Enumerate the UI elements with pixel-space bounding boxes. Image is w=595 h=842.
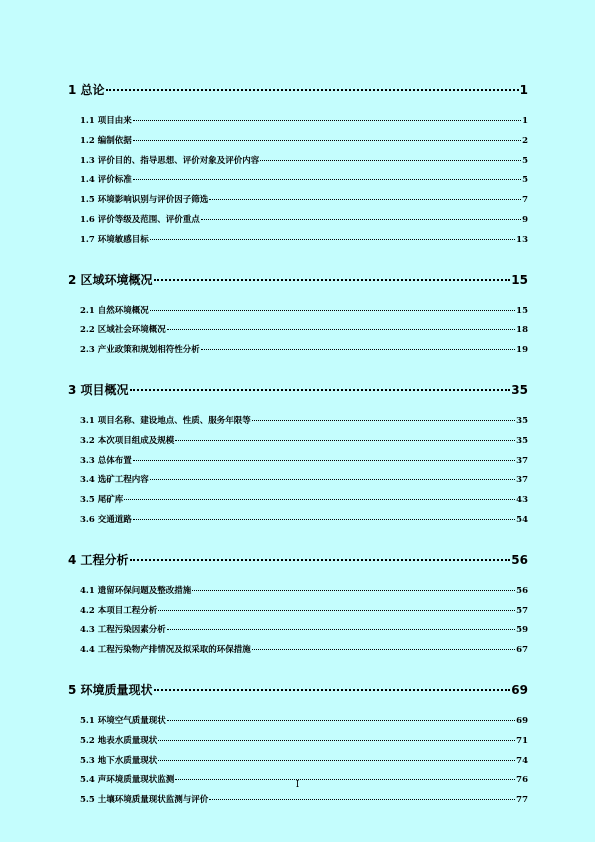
toc-section-entry[interactable] <box>68 323 528 343</box>
dot-leader <box>150 310 515 311</box>
toc-entry-title: 1.5 环境影响识别与评价因子筛选 <box>80 195 209 206</box>
toc-entry-title: 2 区域环境概况 <box>68 272 153 287</box>
toc-chapter-entry[interactable] <box>68 551 528 571</box>
toc-entry-page-number: 13 <box>516 234 528 245</box>
toc-entry-page-number: 35 <box>516 415 528 426</box>
toc-entry-page-number: 15 <box>516 305 528 316</box>
toc-entry-title: 4.1 遗留环保问题及整改措施 <box>80 585 192 596</box>
dot-leader <box>252 420 515 421</box>
heading-gap <box>68 701 528 714</box>
toc-entry-page-number: 56 <box>516 585 528 596</box>
dot-leader <box>133 120 521 121</box>
toc-section-entry[interactable] <box>68 193 528 213</box>
toc-section-entry[interactable] <box>68 493 528 513</box>
toc-section-entry[interactable] <box>68 584 528 604</box>
toc-chapter-entry[interactable] <box>68 381 528 401</box>
dot-leader <box>158 740 515 741</box>
toc-section-entry[interactable] <box>68 173 528 193</box>
dot-leader <box>154 689 511 691</box>
dot-leader <box>154 279 511 281</box>
table-of-contents <box>68 78 528 813</box>
dot-leader <box>260 160 521 161</box>
toc-entry-title: 2.2 区域社会环境概况 <box>80 325 166 336</box>
toc-entry-page-number: 37 <box>516 475 528 486</box>
dot-leader <box>133 179 521 180</box>
heading-gap <box>68 571 528 584</box>
toc-entry-page-number: 5 <box>522 155 528 166</box>
toc-entry-title: 3 项目概况 <box>68 382 129 397</box>
dot-leader <box>158 760 515 761</box>
dot-leader <box>130 389 511 391</box>
toc-chapter-entry[interactable] <box>68 681 528 701</box>
toc-entry-title: 1.7 环境敏感目标 <box>80 234 149 245</box>
dot-leader <box>167 629 515 630</box>
toc-section-entry[interactable] <box>68 513 528 533</box>
toc-section-entry[interactable] <box>68 134 528 154</box>
toc-entry-title: 4.2 本项目工程分析 <box>80 605 158 616</box>
toc-entry-title: 4.3 工程污染因素分析 <box>80 625 166 636</box>
dot-leader <box>252 649 515 650</box>
dot-leader <box>201 219 521 220</box>
toc-entry-page-number: 1 <box>519 83 528 97</box>
dot-leader <box>133 140 521 141</box>
toc-section-entry[interactable] <box>68 623 528 643</box>
dot-leader <box>150 239 515 240</box>
toc-entry-page-number: 35 <box>511 382 528 397</box>
toc-section-entry[interactable] <box>68 714 528 734</box>
toc-entry-page-number: 67 <box>516 645 528 656</box>
section-gap <box>68 253 528 268</box>
toc-entry-page-number: 77 <box>516 795 528 806</box>
toc-section-entry[interactable] <box>68 213 528 233</box>
dot-leader <box>167 329 515 330</box>
toc-section-entry[interactable] <box>68 414 528 434</box>
heading-gap <box>68 291 528 304</box>
toc-entry-title: 5.4 声环境质量现状监测 <box>80 775 175 786</box>
toc-entry-page-number: 57 <box>516 605 528 616</box>
toc-entry-title: 4.4 工程污染物产排情况及拟采取的环保措施 <box>80 645 251 656</box>
dot-leader <box>124 499 515 500</box>
dot-leader <box>209 199 521 200</box>
toc-section-entry[interactable] <box>68 604 528 624</box>
toc-entry-page-number: 43 <box>516 495 528 506</box>
toc-entry-page-number: 71 <box>516 735 528 746</box>
dot-leader <box>175 440 515 441</box>
toc-entry-title: 1.1 项目由来 <box>80 116 132 126</box>
toc-entry-page-number: 76 <box>516 775 528 786</box>
dot-leader <box>167 720 515 721</box>
toc-entry-title: 1 总论 <box>68 83 105 97</box>
toc-section-entry[interactable] <box>68 754 528 774</box>
heading-gap <box>68 101 528 114</box>
section-gap <box>68 363 528 378</box>
dot-leader <box>209 799 515 800</box>
toc-entry-title: 5.1 环境空气质量现状 <box>80 715 166 726</box>
toc-chapter-entry[interactable] <box>68 271 528 291</box>
toc-entry-title: 3.1 项目名称、建设地点、性质、服务年限等 <box>80 415 251 426</box>
toc-entry-page-number: 15 <box>511 272 528 287</box>
toc-entry-page-number: 5 <box>522 175 528 186</box>
toc-section-entry[interactable] <box>68 304 528 324</box>
toc-entry-title: 3.3 总体布置 <box>80 455 132 466</box>
toc-entry-page-number: 69 <box>511 682 528 697</box>
toc-entry-title: 2.3 产业政策和规划相符性分析 <box>80 345 200 356</box>
dot-leader <box>150 479 515 480</box>
toc-entry-page-number: 59 <box>516 625 528 636</box>
toc-entry-title: 1.6 评价等级及范围、评价重点 <box>80 214 200 225</box>
toc-chapter-entry[interactable] <box>68 81 528 101</box>
toc-entry-page-number: 7 <box>522 195 528 206</box>
toc-section-entry[interactable] <box>68 454 528 474</box>
toc-entry-page-number: 35 <box>516 435 528 446</box>
toc-entry-page-number: 74 <box>516 755 528 766</box>
toc-entry-page-number: 18 <box>516 325 528 336</box>
toc-entry-title: 5.5 土壤环境质量现状监测与评价 <box>80 795 209 806</box>
toc-section-entry[interactable] <box>68 473 528 493</box>
toc-entry-page-number: 1 <box>522 116 528 126</box>
toc-entry-page-number: 56 <box>511 552 528 567</box>
toc-entry-title: 3.2 本次项目组成及规模 <box>80 435 175 446</box>
toc-entry-page-number: 9 <box>522 214 528 225</box>
toc-entry-title: 1.3 评价目的、指导思想、评价对象及评价内容 <box>80 155 260 166</box>
dot-leader <box>192 590 515 591</box>
page-number: I <box>295 780 300 790</box>
dot-leader <box>133 460 515 461</box>
toc-entry-title: 2.1 自然环境概况 <box>80 305 149 316</box>
toc-section-entry[interactable] <box>68 793 528 813</box>
dot-leader <box>106 89 519 91</box>
toc-section-entry[interactable] <box>68 343 528 363</box>
toc-entry-page-number: 69 <box>516 715 528 726</box>
toc-section-entry[interactable] <box>68 434 528 454</box>
toc-entry-page-number: 19 <box>516 345 528 356</box>
toc-section-entry[interactable] <box>68 114 528 134</box>
toc-entry-title: 1.2 编制依据 <box>80 135 132 146</box>
heading-gap <box>68 401 528 414</box>
toc-section-entry[interactable] <box>68 734 528 754</box>
toc-entry-title: 3.4 选矿工程内容 <box>80 475 149 486</box>
toc-entry-page-number: 54 <box>516 514 528 525</box>
dot-leader <box>133 519 515 520</box>
toc-entry-title: 3.5 尾矿库 <box>80 495 124 506</box>
dot-leader <box>201 349 515 350</box>
toc-entry-page-number: 37 <box>516 455 528 466</box>
toc-entry-title: 4 工程分析 <box>68 552 129 567</box>
toc-entry-title: 5.2 地表水质量现状 <box>80 735 158 746</box>
dot-leader <box>158 610 515 611</box>
dot-leader <box>130 559 511 561</box>
section-gap <box>68 663 528 678</box>
toc-entry-title: 5 环境质量现状 <box>68 682 153 697</box>
toc-entry-title: 3.6 交通道路 <box>80 514 132 525</box>
toc-section-entry[interactable] <box>68 643 528 663</box>
toc-entry-title: 5.3 地下水质量现状 <box>80 755 158 766</box>
toc-section-entry[interactable] <box>68 154 528 174</box>
toc-section-entry[interactable] <box>68 233 528 253</box>
section-gap <box>68 533 528 548</box>
toc-entry-title: 1.4 评价标准 <box>80 175 132 186</box>
toc-entry-page-number: 2 <box>522 135 528 146</box>
